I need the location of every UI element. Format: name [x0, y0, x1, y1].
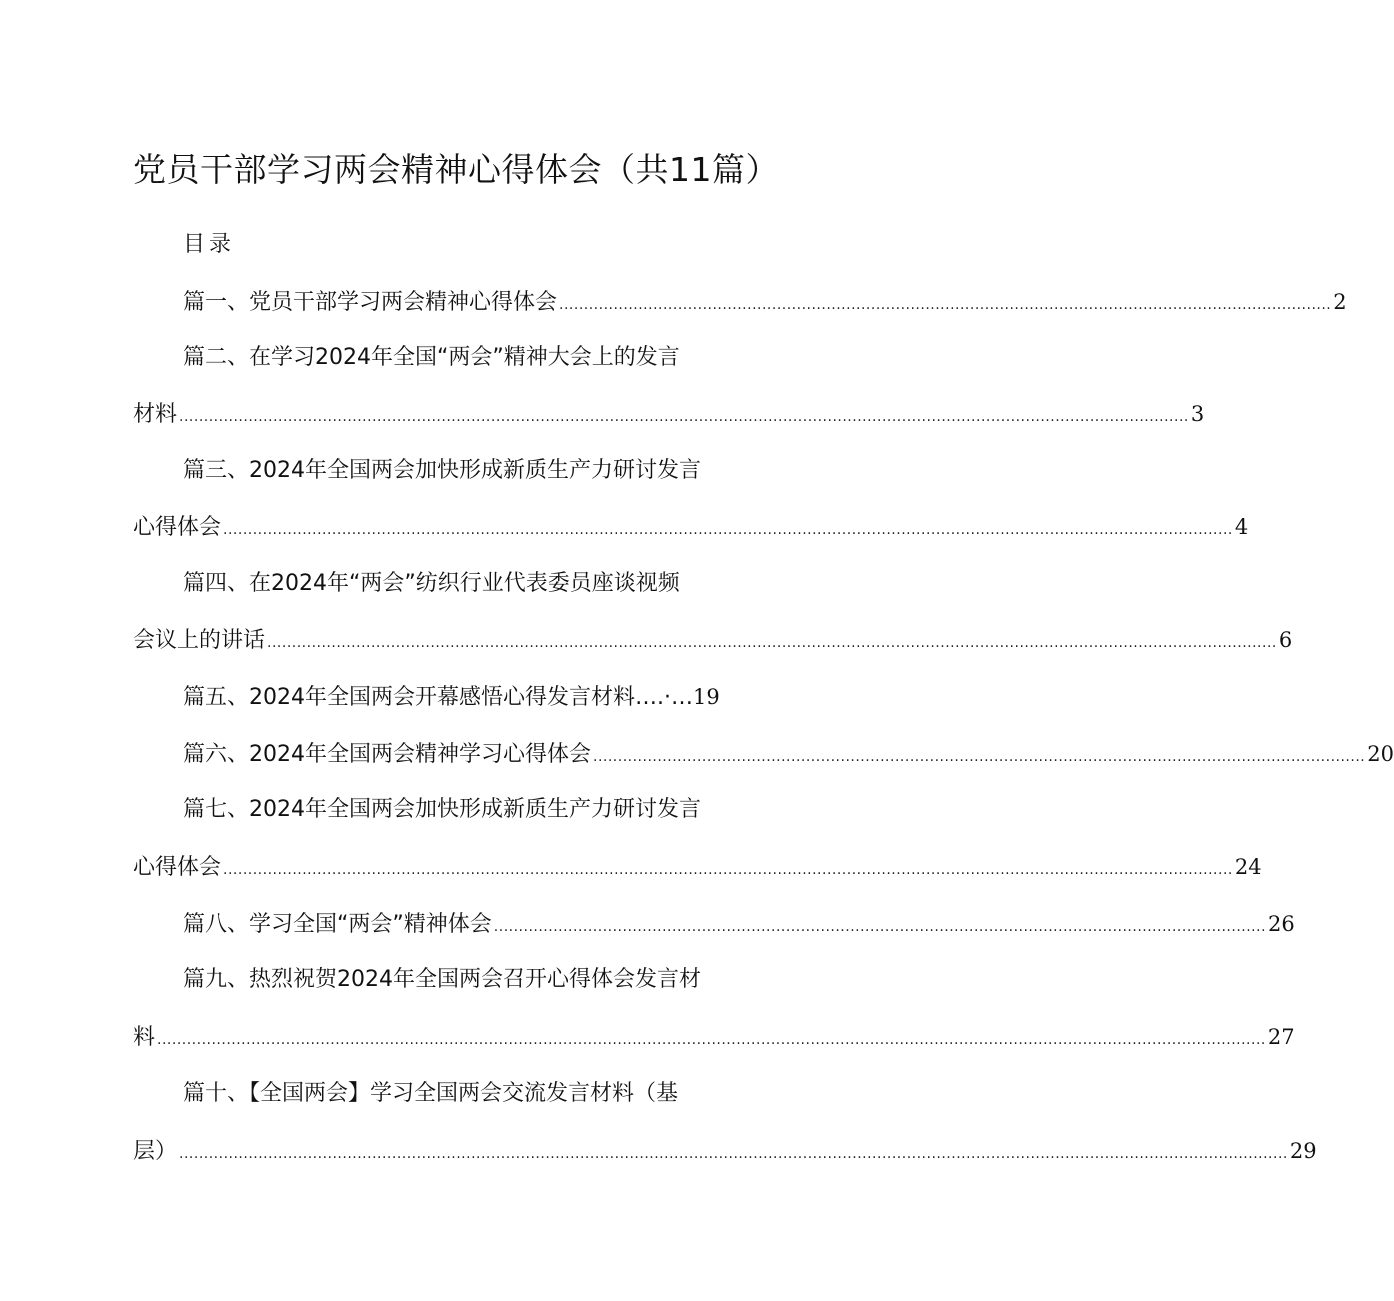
toc-entry-title: 篇八、学习全国“两会”精神体会 [183, 912, 492, 937]
toc-leader-dots: ............................................................................................................................................................ [559, 297, 1332, 313]
toc-entry-title: 篇七、2024年全国两会加快形成新质生产力研讨发言 [183, 797, 701, 822]
toc-entry-7-cont[interactable] [133, 851, 1262, 886]
toc-entry-10[interactable] [183, 1078, 783, 1110]
toc-entry-6[interactable] [183, 738, 1394, 773]
toc-entry-title: 篇九、热烈祝贺2024年全国两会召开心得体会发言材 [183, 967, 701, 992]
toc-entry-title: 篇三、2024年全国两会加快形成新质生产力研讨发言 [183, 458, 701, 483]
toc-entry-1[interactable] [183, 286, 1347, 321]
toc-entry-title-cont: 材料 [133, 402, 178, 427]
toc-entry-3[interactable] [183, 455, 783, 487]
toc-entry-title: 篇一、党员干部学习两会精神心得体会 [183, 290, 558, 315]
toc-leader-dots: ............................................................................................................................................................................................................ [267, 635, 1277, 651]
toc-entry-title: 篇四、在2024年“两会”纺织行业代表委员座谈视频 [183, 571, 680, 596]
toc-page-number: 2 [1333, 290, 1347, 314]
toc-entry-8[interactable] [183, 908, 1295, 943]
toc-page-number: 4 [1234, 515, 1249, 539]
toc-page-number: 19 [692, 685, 720, 709]
toc-page-number: 6 [1278, 628, 1293, 652]
toc-entry-title-cont: 心得体会 [133, 515, 222, 540]
toc-page-number: 26 [1268, 912, 1295, 936]
toc-entry-2[interactable] [183, 342, 783, 374]
toc-entry-9-cont[interactable] [133, 1021, 1295, 1056]
toc-page-number: 29 [1289, 1139, 1317, 1163]
toc-entry-title-cont: 会议上的讲话 [133, 628, 266, 653]
toc-page-number: 3 [1190, 402, 1205, 426]
toc-page-number: 24 [1234, 855, 1262, 879]
toc-entry-7[interactable] [183, 794, 783, 826]
toc-leader-dots: ............................................................................................................................................................................................................ [223, 862, 1233, 878]
toc-heading: 目录 [183, 232, 236, 257]
toc-page-number: 20 [1367, 742, 1394, 766]
toc-entry-title: 篇二、在学习2024年全国“两会”精神大会上的发言 [183, 345, 680, 370]
toc-leader-dots: ............................................................................................................................................................................................................ [223, 522, 1233, 538]
toc-entry-title: 篇十、【全国两会】学习全国两会交流发言材料（基 [183, 1081, 679, 1106]
toc-entry-title: 篇五、2024年全国两会开幕感悟心得发言材料….·… [183, 685, 693, 710]
toc-entry-5[interactable] [183, 681, 773, 714]
toc-entry-4-cont[interactable] [133, 624, 1293, 659]
toc-page-number: 27 [1267, 1025, 1295, 1049]
toc-entry-title: 篇六、2024年全国两会精神学习心得体会 [183, 742, 591, 767]
toc-leader-dots: ............................................................................................................................................................ [593, 749, 1366, 765]
toc-entry-4[interactable] [183, 568, 783, 600]
toc-leader-dots: ............................................................................................................................................................................................................ [179, 409, 1189, 425]
toc-entry-title-cont: 层） [133, 1139, 178, 1164]
toc-entry-3-cont[interactable] [133, 511, 1249, 546]
toc-leader-dots: ................................................................................................................................................................................................................................ [179, 1146, 1288, 1162]
toc-entry-9[interactable] [183, 964, 783, 996]
toc-leader-dots: ................................................................................................................................................................................................................................ [157, 1032, 1266, 1048]
toc-leader-dots: ............................................................................................................................................................ [493, 919, 1267, 935]
toc-entry-title-cont: 料 [133, 1025, 156, 1050]
toc-entry-10-cont[interactable] [133, 1135, 1317, 1170]
toc-entry-title-cont: 心得体会 [133, 855, 222, 880]
toc-entry-2-cont[interactable] [133, 398, 1205, 433]
document-title: 党员干部学习两会精神心得体会（共11篇） [133, 150, 779, 189]
